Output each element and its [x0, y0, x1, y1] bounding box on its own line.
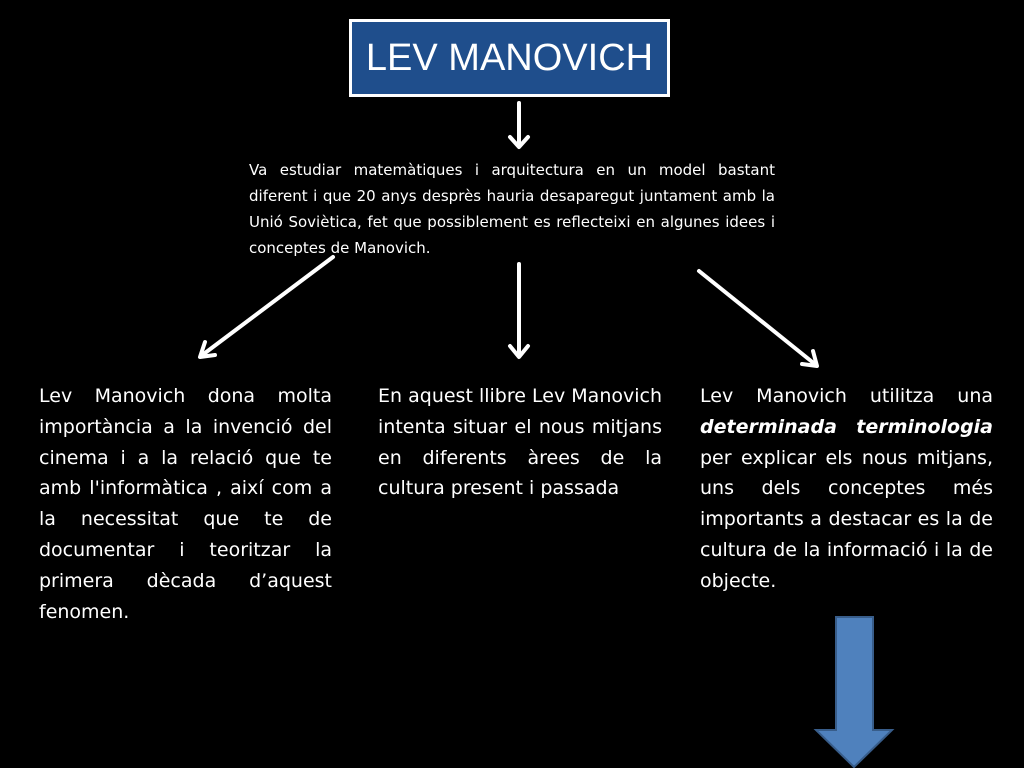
arrow-intro-to-middle: [510, 264, 528, 357]
left-paragraph: Lev Manovich dona molta importància a la invenció del cinema i a la relació que te amb l'informàtica , així com a la necessitat que te de documentar i teoritzar la primera dècada d’aquest fenomen.: [39, 385, 332, 623]
right-paragraph-start: Lev Manovich utilitza una: [700, 385, 993, 407]
arrow-intro-to-left: [200, 257, 333, 357]
right-paragraph: [700, 381, 993, 597]
arrow-title-to-intro: [510, 103, 528, 147]
intro-paragraph: Va estudiar matemàtiques i arquitectura en un model bastant diferent i que 20 anys desprès hauria desaparegut juntament amb la Unió Soviètica, fet que possiblement es reflecteixi en algunes idees i conceptes de Manovich.: [249, 161, 775, 257]
right-paragraph-emphasis: determinada terminologia: [700, 415, 993, 438]
arrow-intro-to-right: [699, 271, 817, 366]
title-box: [349, 19, 670, 97]
right-paragraph-end: per explicar els nous mitjans, uns dels conceptes més importants a destacar es la de cultura de la informació i la de objecte.: [700, 446, 993, 592]
middle-paragraph: En aquest llibre Lev Manovich intenta situar el nous mitjans en diferents àrees de la cultura present i passada: [378, 385, 662, 500]
page-title: LEV MANOVICH: [365, 36, 654, 79]
block-arrow-down: [816, 617, 892, 767]
